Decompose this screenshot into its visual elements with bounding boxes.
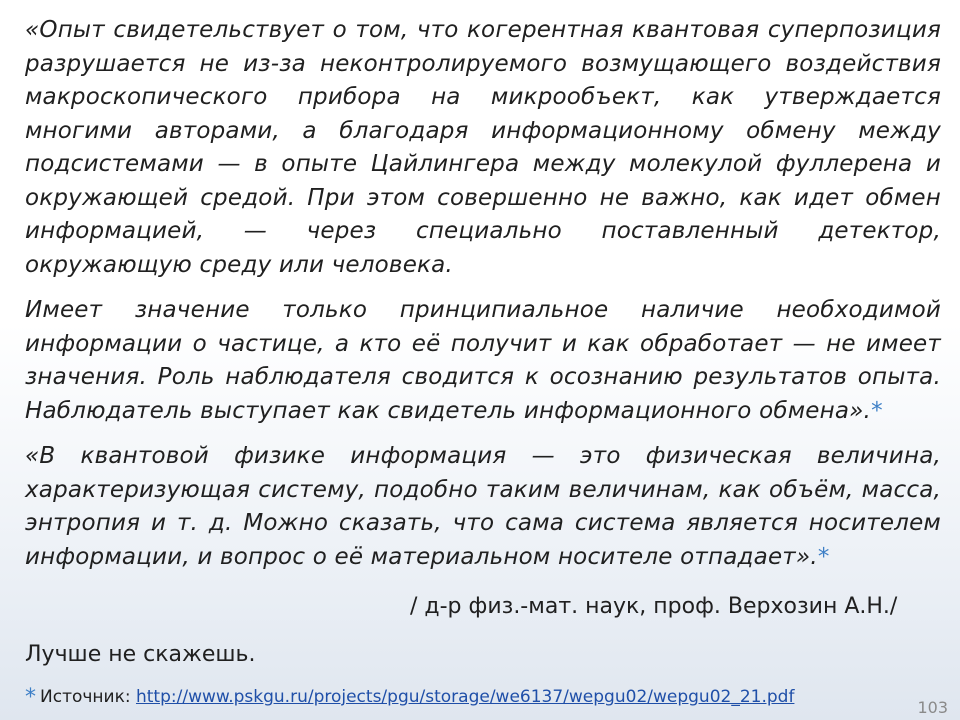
page-number: 103 xyxy=(917,698,948,717)
footnote-marker: * xyxy=(817,543,830,570)
quote-paragraph-1 xyxy=(25,14,941,282)
quote-body xyxy=(25,14,941,586)
quote-paragraph-3-text: «В квантовой физике информация — это физическая величина, характеризующая систему, подобно таким величинам, как объём, масса, энтропия и т. д. Можно сказать, что сама система является носителем информации, и вопрос о её материальном носителе отпадает». xyxy=(25,443,941,570)
quote-paragraph-2 xyxy=(25,294,941,428)
conclusion-text: Лучше не скажешь. xyxy=(25,642,256,667)
quote-paragraph-3 xyxy=(25,440,941,574)
source-footnote xyxy=(25,684,794,711)
source-label: Источник: xyxy=(40,687,136,707)
quote-paragraph-2-text: Имеет значение только принципиальное наличие необходимой информации о частице, а кто её получит и как обработает — не имеет значения. Роль наблюдателя сводится к осознанию результатов опыта. Наблюдатель выступает как свидетель информационного обмена». xyxy=(25,297,941,424)
quote-paragraph-1-text: «Опыт свидетельствует о том, что когерентная квантовая суперпозиция разрушается не из-за неконтролируемого возмущающего воздействия макроскопического прибора на микрообъект, как утверждается многими авторами, а благодаря информационному обмену между подсистемами — в опыте Цайлингера между молекулой фуллерена и окружающей средой. При этом совершенно не важно, как идет обмен информацией, — через специально поставленный детектор, окружающую среду или человека. xyxy=(25,17,941,278)
author-attribution: / д-р физ.-мат. наук, проф. Верхозин А.Н./ xyxy=(410,594,898,619)
footnote-star: * xyxy=(25,685,36,710)
footnote-marker: * xyxy=(871,397,883,424)
source-link[interactable]: http://www.pskgu.ru/projects/pgu/storage/we6137/wepgu02/wepgu02_21.pdf xyxy=(135,687,795,707)
